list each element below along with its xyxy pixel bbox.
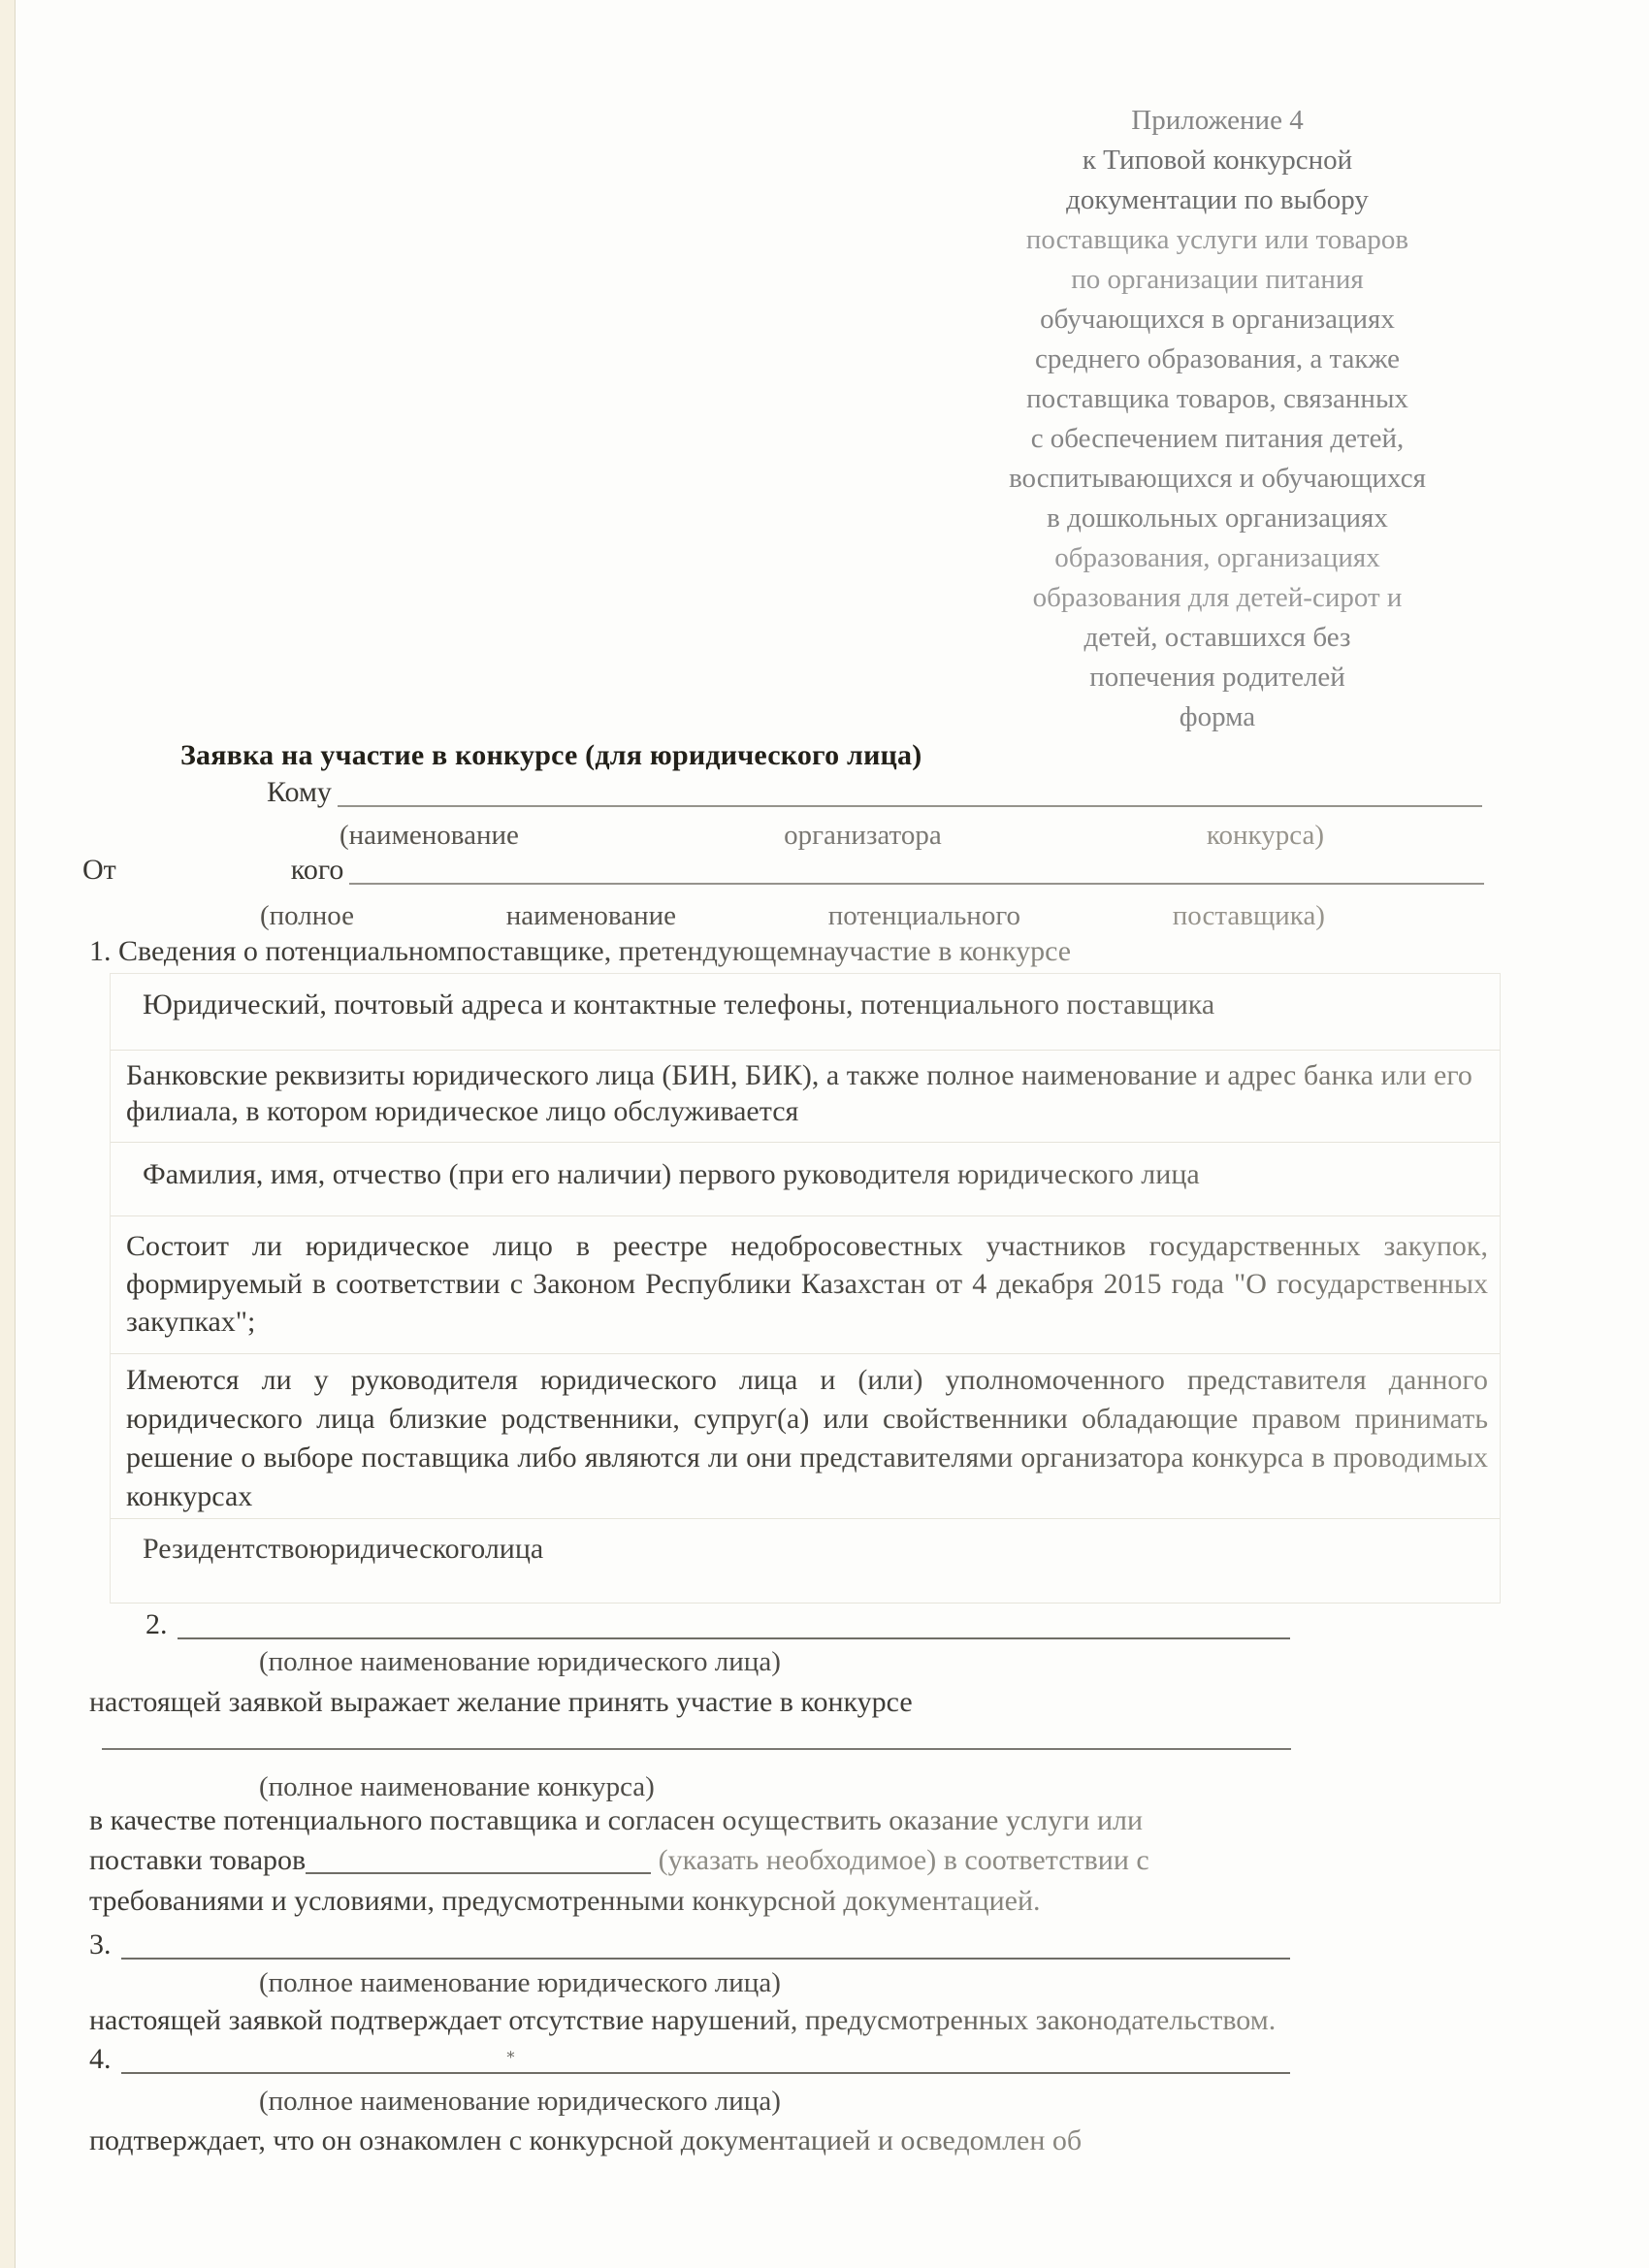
caption-word: поставщика) xyxy=(1172,900,1325,931)
clause-4-blank-line xyxy=(121,2043,1291,2074)
scan-speck-artifact: ∗ xyxy=(505,2047,516,2063)
clause-2-statement-1: настоящей заявкой выражает желание принять участие в конкурсе xyxy=(89,1686,913,1718)
clause-3-number: 3. xyxy=(89,1928,112,1960)
caption-word: (полное xyxy=(260,900,355,931)
appendix-line: поставщика услуги или товаров xyxy=(1025,224,1409,255)
field-to-caption xyxy=(340,820,1324,852)
appendix-line: поставщика товаров, связанных xyxy=(1026,383,1408,414)
appendix-line: в дошкольных организациях xyxy=(1047,502,1388,534)
table-row: Состоит ли юридическое лицо в реестре недобросовестных участников государственных закупок, формируемый в соответствии с Законом Республики Казахстан от 4 декабря 2015 года "О государственных закупках"; xyxy=(111,1216,1500,1354)
clause-2-number: 2. xyxy=(146,1608,168,1640)
table-row: Резидентствоюридическоголица xyxy=(111,1519,1500,1604)
appendix-line: к Типовой конкурсной xyxy=(1082,145,1353,176)
appendix-line: по организации питания xyxy=(1071,264,1364,295)
section1-heading: 1. Сведения о потенциальномпоставщике, претендующемнаучастие в конкурсе xyxy=(89,935,1072,967)
caption-word: (наименование xyxy=(340,820,519,851)
field-from xyxy=(82,854,1484,885)
appendix-form-marker: форма xyxy=(1179,701,1256,732)
table-row: Фамилия, имя, отчество (при его наличии) первого руководителя юридического лица xyxy=(111,1143,1500,1216)
appendix-line: Приложение 4 xyxy=(1131,105,1304,136)
clause-2-number-line xyxy=(146,1608,1290,1639)
table-row: Банковские реквизиты юридического лица (БИН, БИК), а также полное наименование и адрес банка или его филиала, в котором юридическое лицо обслуживается xyxy=(111,1051,1500,1143)
caption-word: организатора xyxy=(784,820,942,851)
clause-4-statement: подтверждает, что он ознакомлен с конкурсной документацией и осведомлен об xyxy=(89,2124,1083,2156)
appendix-line: среднего образования, а также xyxy=(1034,343,1401,374)
field-to-label: Кому xyxy=(267,776,332,808)
clause-3-blank-line xyxy=(121,1928,1291,1960)
clause-4-number-line xyxy=(89,2043,1290,2074)
clause-2-entity-caption: (полное наименование юридического лица) xyxy=(259,1646,781,1677)
clause-3-number-line xyxy=(89,1928,1290,1960)
field-to-blank-line xyxy=(338,776,1482,807)
supplier-info-table xyxy=(110,973,1501,1604)
tender-name-caption: (полное наименование конкурса) xyxy=(259,1771,655,1802)
goods-suffix: (указать необходимое) в соответствии с xyxy=(658,1844,1149,1876)
field-from-label: От xyxy=(82,854,116,886)
field-from-caption xyxy=(260,900,1325,932)
goods-prefix: поставки товаров xyxy=(89,1844,307,1876)
appendix-line: детей, оставшихся без xyxy=(1083,622,1351,653)
clause-4-entity-caption: (полное наименование юридического лица) xyxy=(259,2086,781,2117)
goods-blank-line xyxy=(306,1847,651,1874)
field-from-blank-line xyxy=(349,854,1484,885)
field-from-whom-label: кого xyxy=(290,854,344,886)
clause-2-blank-line xyxy=(178,1608,1291,1639)
caption-word: конкурса) xyxy=(1206,820,1324,851)
caption-word: потенциального xyxy=(827,900,1020,931)
appendix-line: воспитывающихся и обучающихся xyxy=(1009,463,1426,494)
appendix-line: образования для детей-сирот и xyxy=(1032,582,1403,613)
document-title: Заявка на участие в конкурсе (для юридического лица) xyxy=(180,739,922,771)
clause-2-goods-line xyxy=(89,1844,1149,1877)
clause-2-statement-3: требованиями и условиями, предусмотренными конкурсной документацией. xyxy=(89,1885,1041,1917)
clause-3-statement: настоящей заявкой подтверждает отсутствие нарушений, предусмотренных законодательством. xyxy=(89,2004,1277,2036)
clause-3-entity-caption: (полное наименование юридического лица) xyxy=(259,1967,781,1998)
clause-2-statement-2: в качестве потенциального поставщика и согласен осуществить оказание услуги или xyxy=(89,1804,1144,1836)
table-row: Имеются ли у руководителя юридического лица и (или) уполномоченного представителя данного юридического лица близкие родственники, супруг(а) или свойственники обладающие правом принимать решение о выборе поставщика либо являются ли они представителями организатора конкурса в проводимых конкурсах xyxy=(111,1354,1500,1519)
tender-name-blank-line xyxy=(102,1748,1291,1750)
appendix-line: образования, организациях xyxy=(1054,542,1380,573)
scan-edge-artifact xyxy=(0,0,16,2268)
clause-4-number: 4. xyxy=(89,2043,112,2075)
table-row: Юридический, почтовый адреса и контактные телефоны, потенциального поставщика xyxy=(111,974,1500,1051)
appendix-line: попечения родителей xyxy=(1089,662,1345,693)
appendix-line: документации по выбору xyxy=(1066,184,1369,215)
appendix-line: с обеспечением питания детей, xyxy=(1030,423,1405,454)
appendix-line: обучающихся в организациях xyxy=(1040,304,1395,335)
caption-word: наименование xyxy=(505,900,676,931)
field-to xyxy=(267,776,1482,807)
appendix-header xyxy=(926,101,1508,737)
